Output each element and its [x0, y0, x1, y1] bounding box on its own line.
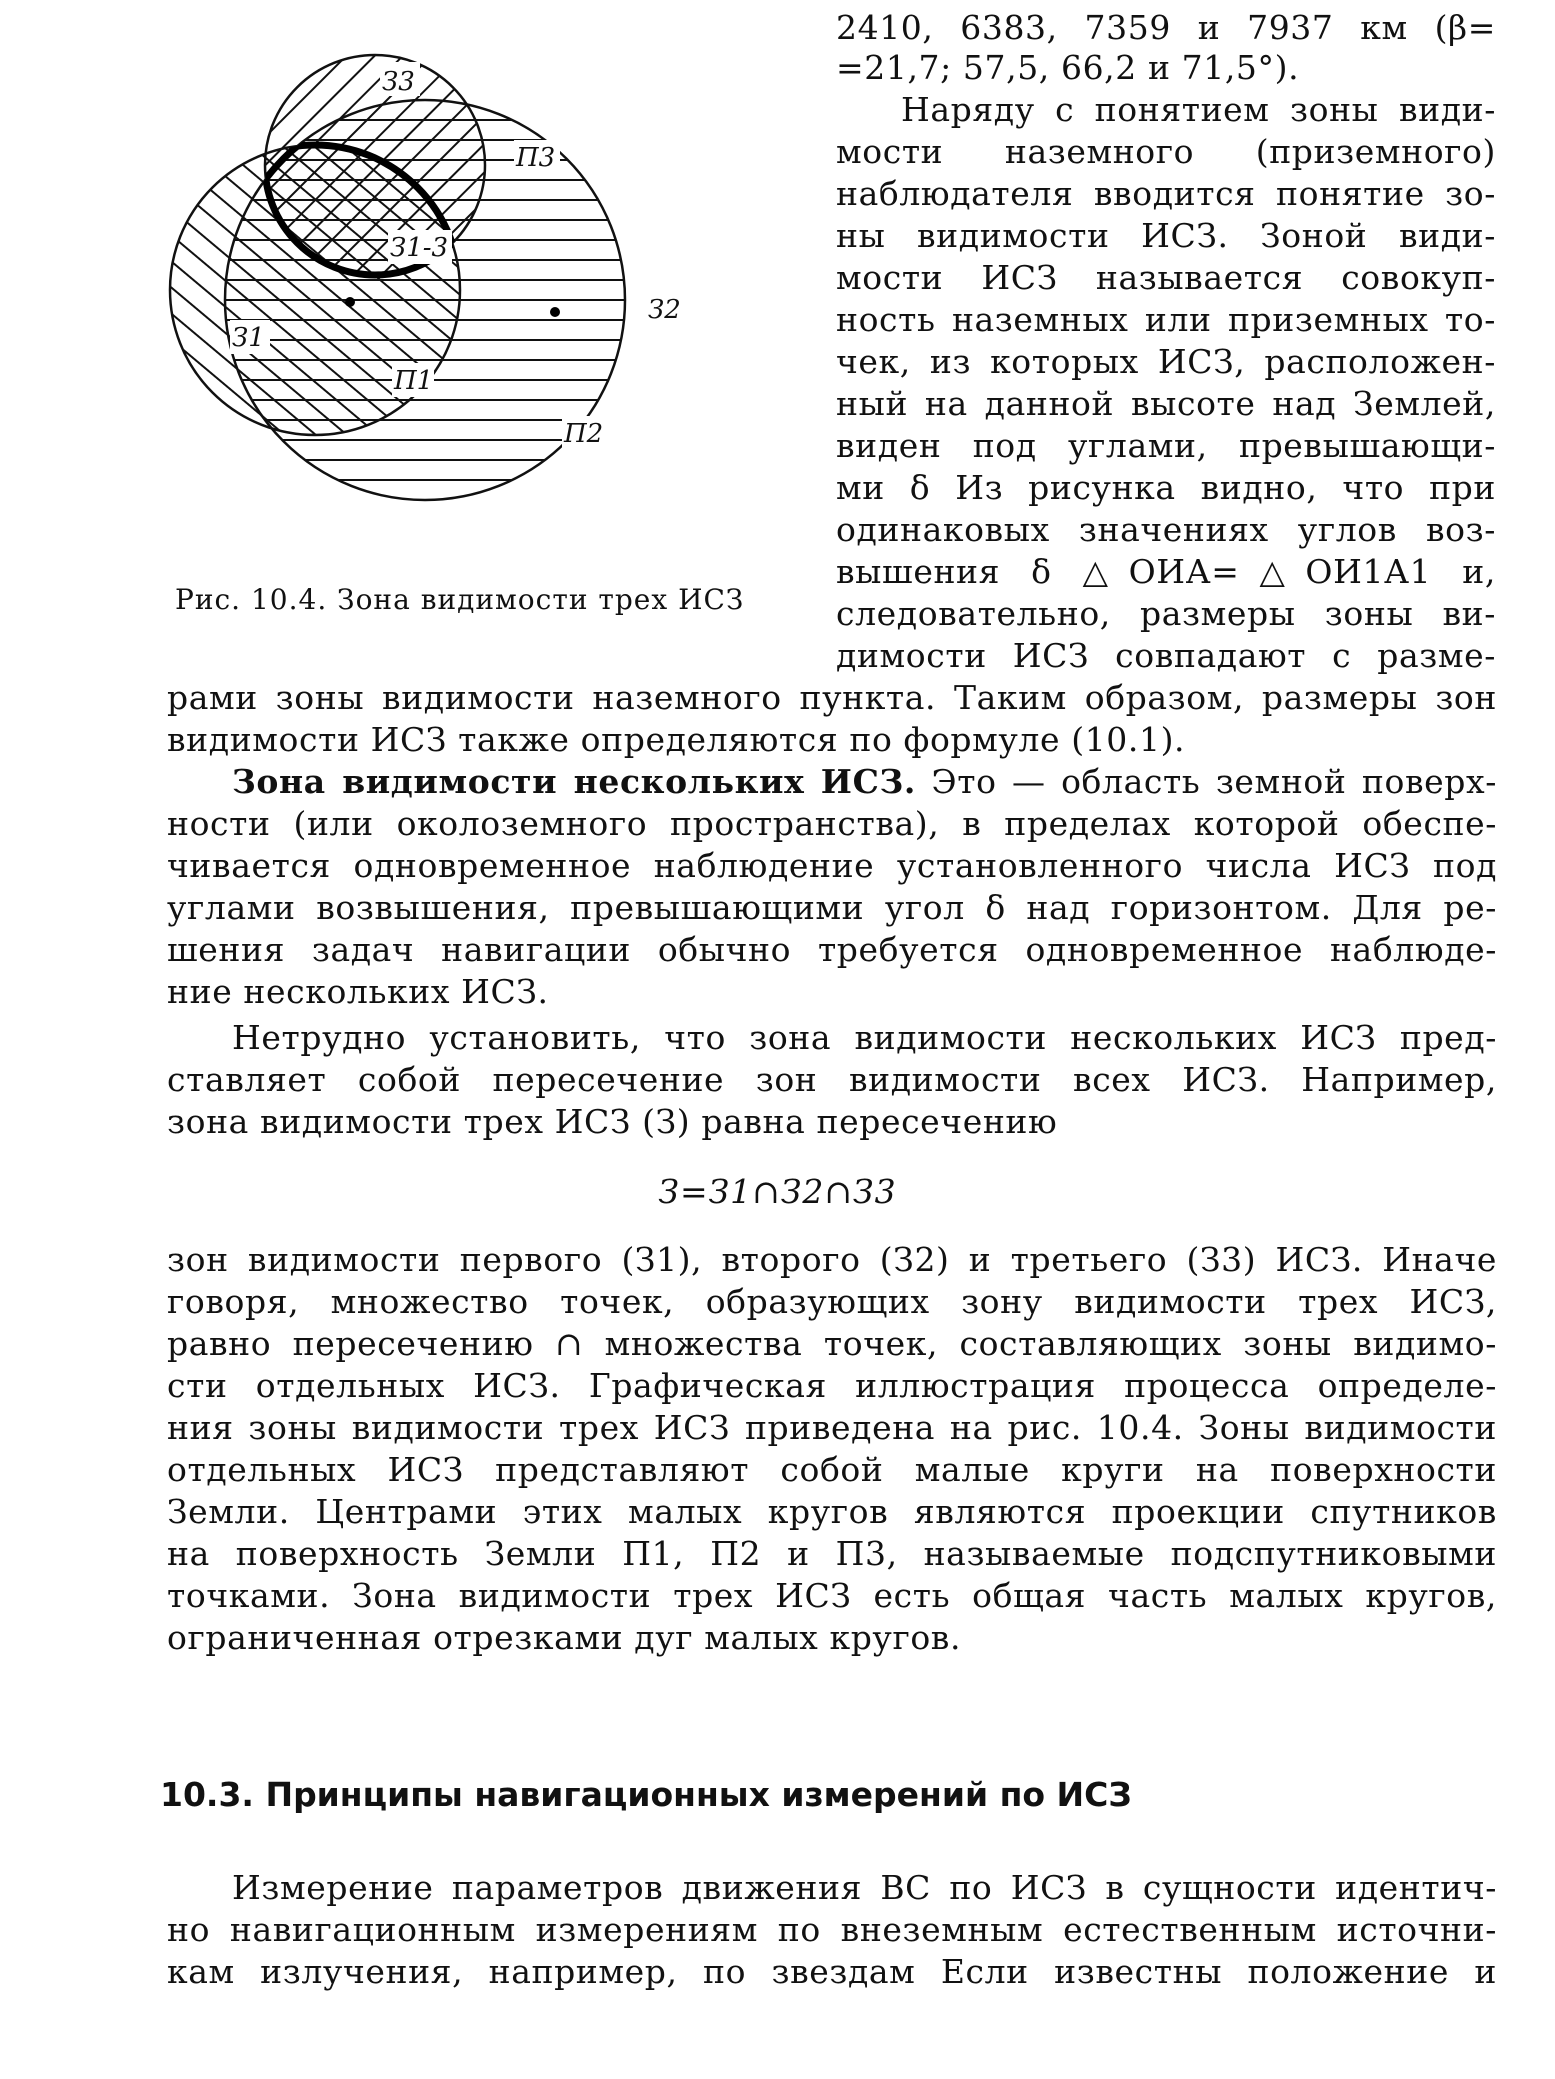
- text-line: говоря, множество точек, образующих зону видимости трех ИСЗ,: [167, 1282, 1497, 1321]
- text-line: ставляет собой пересечение зон видимости всех ИСЗ. Например,: [167, 1060, 1497, 1099]
- text-line: точками. Зона видимости трех ИСЗ есть общая часть малых кругов,: [167, 1576, 1497, 1615]
- text-line: наблюдателя вводится понятие зо-: [836, 174, 1496, 213]
- text-line: углами возвышения, превышающими угол δ над горизонтом. Для ре-: [167, 888, 1497, 927]
- text-line: мости наземного (приземного): [836, 132, 1496, 171]
- text-line: ность наземных или приземных то-: [836, 300, 1496, 339]
- text-line: ны видимости ИСЗ. Зоной види-: [836, 216, 1496, 255]
- label-z1-3: З1-3: [390, 233, 449, 263]
- text-line: одинаковых значениях углов воз-: [836, 510, 1496, 549]
- text-line: кам излучения, например, по звездам Если известны положение и: [167, 1952, 1497, 1991]
- text-line: ограниченная отрезками дуг малых кругов.: [167, 1618, 962, 1657]
- text-line: рами зоны видимости наземного пункта. Таким образом, размеры зон: [167, 678, 1497, 717]
- formula: З=З1∩З2∩З3: [658, 1172, 897, 1211]
- text-line: Земли. Центрами этих малых кругов являются проекции спутников: [167, 1492, 1497, 1531]
- text-line: равно пересечению ∩ множества точек, составляющих зоны видимо-: [167, 1324, 1497, 1363]
- text-line: но навигационным измерениям по внеземным естественным источни-: [167, 1910, 1497, 1949]
- paragraph-lead-bold: Зона видимости нескольких ИСЗ.: [232, 762, 916, 801]
- text-line: ности (или околоземного пространства), в пределах которой обеспе-: [167, 804, 1497, 843]
- text-line: видимости ИСЗ также определяются по формуле (10.1).: [167, 720, 1186, 759]
- text-line: димости ИСЗ совпадают с разме-: [836, 636, 1496, 675]
- text-line: чивается одновременное наблюдение установленного числа ИСЗ под: [167, 846, 1497, 885]
- text-line: следовательно, размеры зоны ви-: [836, 594, 1496, 633]
- text-line: =21,7; 57,5, 66,2 и 71,5°).: [836, 48, 1300, 87]
- subsatellite-point-1: [345, 297, 355, 307]
- text-line: шения задач навигации обычно требуется одновременное наблюде-: [167, 930, 1497, 969]
- paragraph-lead-rest: Это — область земной поверх-: [915, 762, 1497, 801]
- figure-caption: Рис. 10.4. Зона видимости трех ИСЗ: [175, 583, 745, 616]
- label-z1: З1: [232, 323, 265, 353]
- text-line: Нетрудно установить, что зона видимости нескольких ИСЗ пред-: [232, 1018, 1497, 1057]
- label-p2: П2: [564, 419, 604, 449]
- text-line: Измерение параметров движения ВС по ИСЗ в сущности идентич-: [232, 1868, 1497, 1907]
- text-line: зон видимости первого (З1), второго (З2) и третьего (З3) ИСЗ. Иначе: [167, 1240, 1497, 1279]
- text-line: чек, из которых ИСЗ, расположен-: [836, 342, 1496, 381]
- label-p3: П3: [516, 143, 556, 173]
- subsatellite-point-2: [550, 307, 560, 317]
- zone-diagram: [160, 30, 800, 580]
- text-line: виден под углами, превышающи-: [836, 426, 1496, 465]
- paragraph-lead-line: [167, 762, 1497, 802]
- text-line: ный на данной высоте над Землей,: [836, 384, 1496, 423]
- text-line: ние нескольких ИСЗ.: [167, 972, 549, 1011]
- text-line: ния зоны видимости трех ИСЗ приведена на рис. 10.4. Зоны видимости: [167, 1408, 1497, 1447]
- text-line: 2410, 6383, 7359 и 7937 км (β=: [836, 8, 1496, 47]
- figure-10-4: [160, 30, 800, 580]
- text-line: на поверхность Земли П1, П2 и П3, называемые подспутниковыми: [167, 1534, 1497, 1573]
- text-line: отдельных ИСЗ представляют собой малые круги на поверхности: [167, 1450, 1497, 1489]
- label-p1: П1: [394, 366, 434, 396]
- text-line: сти отдельных ИСЗ. Графическая иллюстрация процесса определе-: [167, 1366, 1497, 1405]
- label-z3: З3: [382, 67, 415, 97]
- text-line: зона видимости трех ИСЗ (З) равна пересечению: [167, 1102, 1058, 1141]
- text-line: ми δ Из рисунка видно, что при: [836, 468, 1496, 507]
- text-line: мости ИСЗ называется совокуп-: [836, 258, 1496, 297]
- label-z2: З2: [648, 295, 681, 325]
- text-line: Наряду с понятием зоны види-: [901, 90, 1496, 129]
- section-heading: 10.3. Принципы навигационных измерений по ИСЗ: [160, 1775, 1132, 1814]
- text-line: вышения δ △ОИА=△ОИ1А1 и,: [836, 552, 1496, 591]
